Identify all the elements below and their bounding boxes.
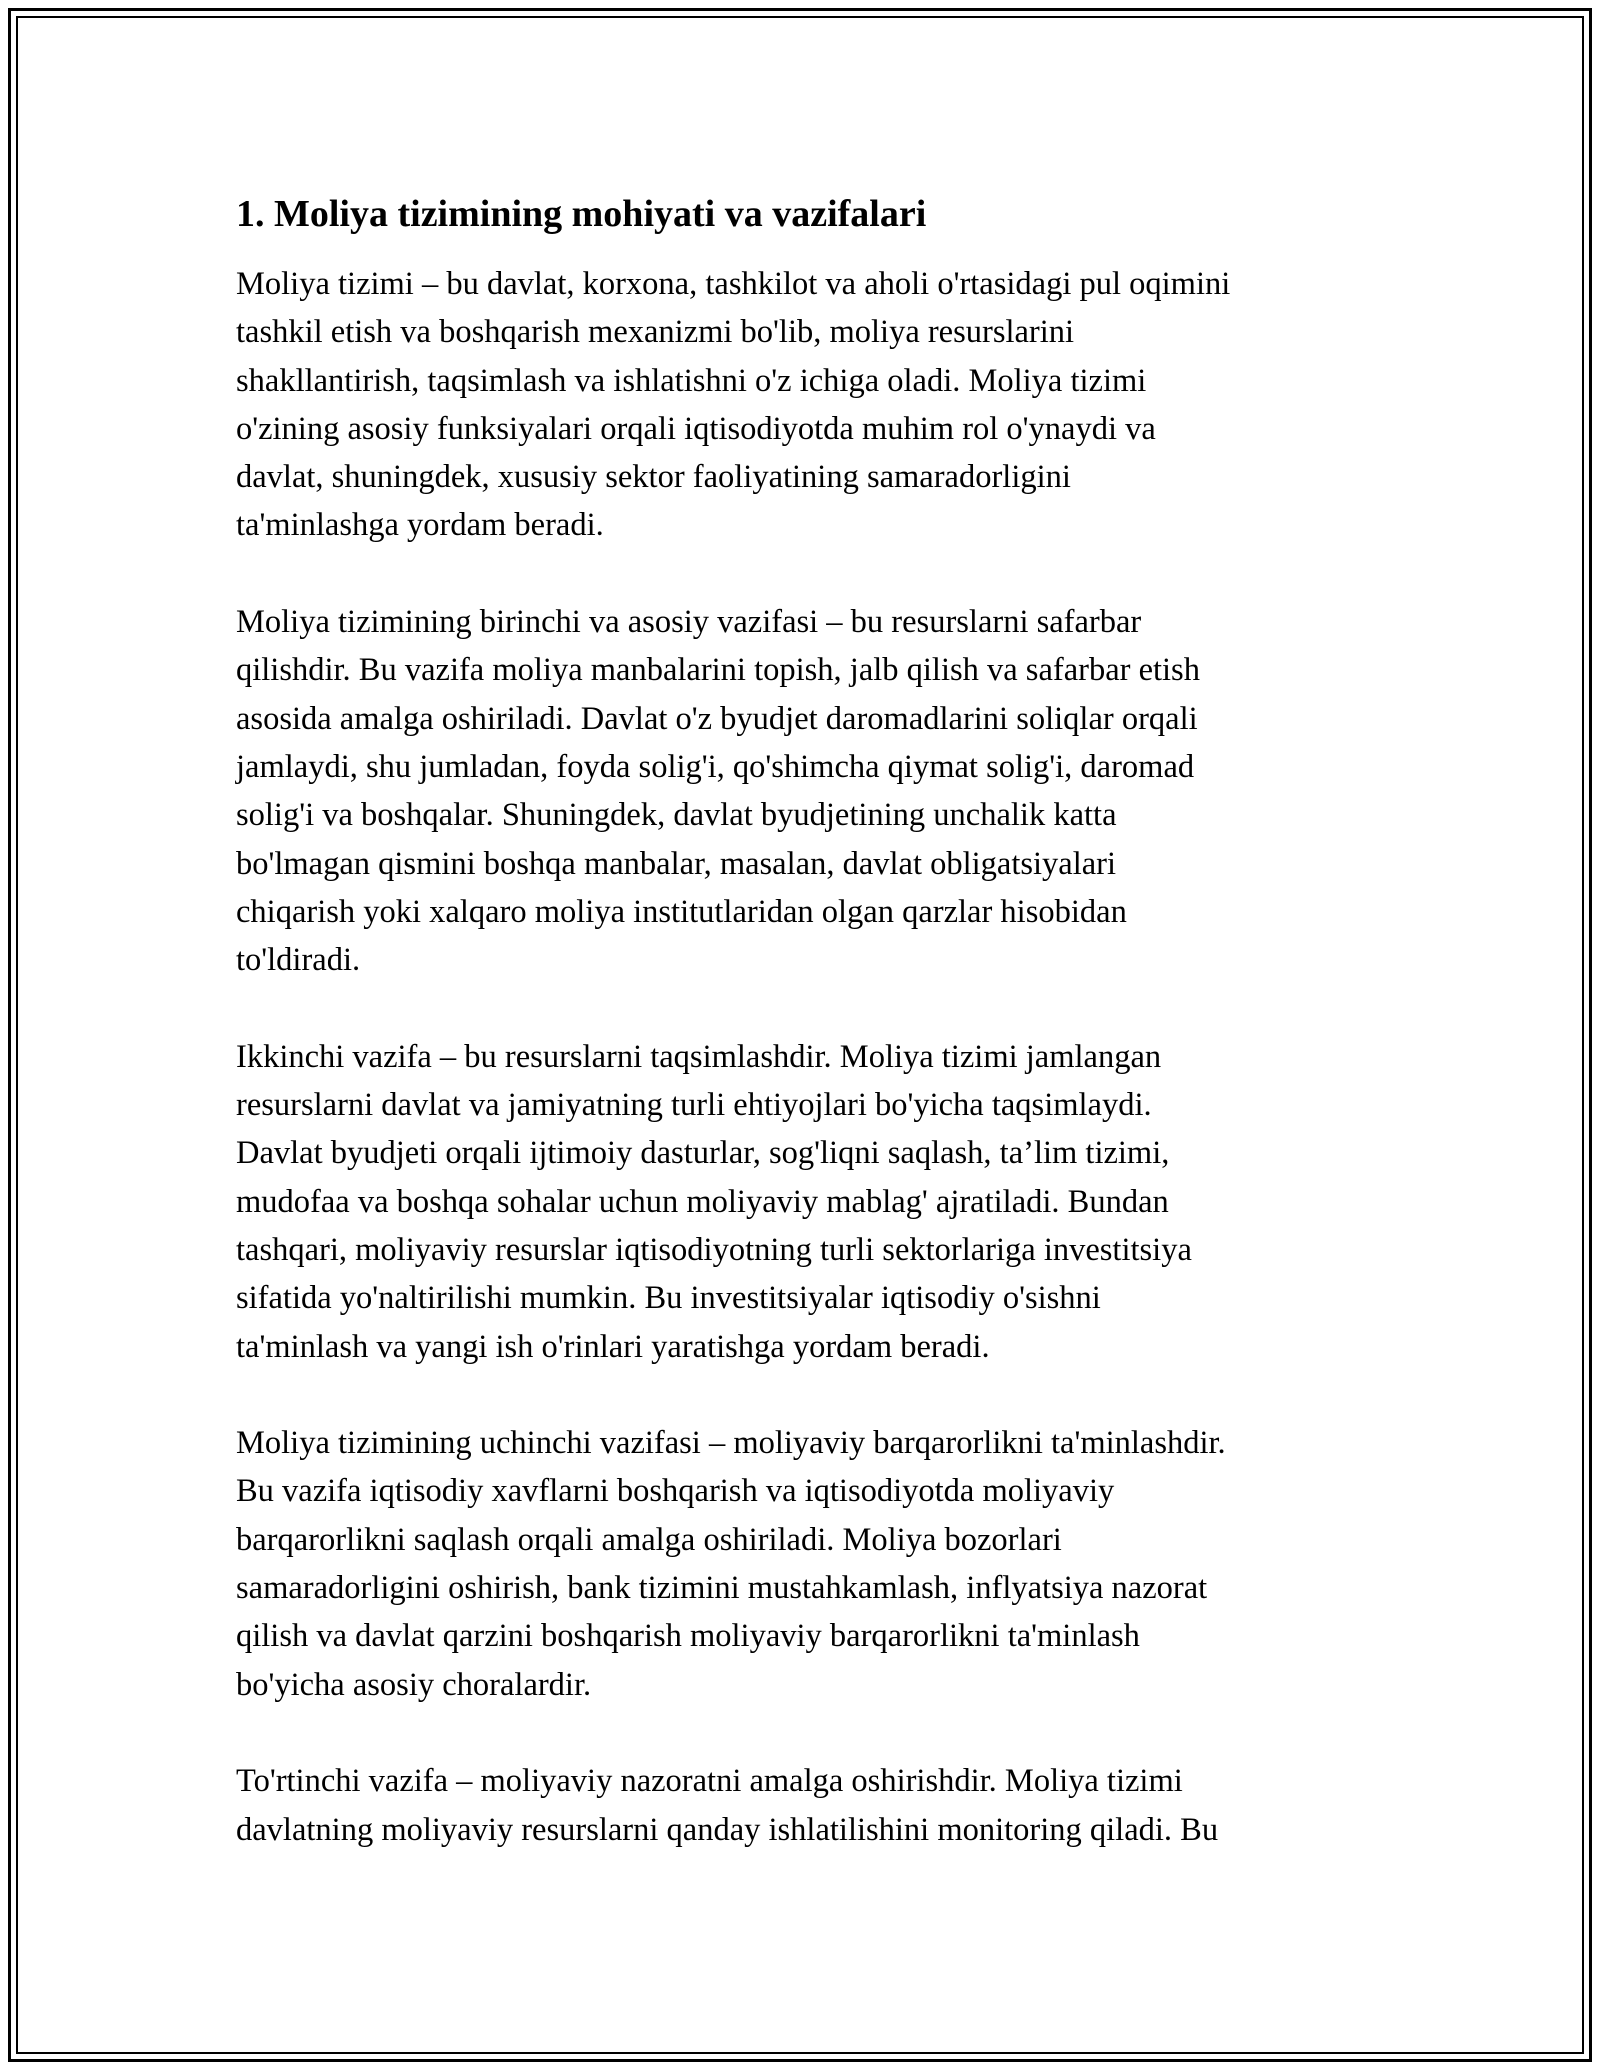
paragraph-line: resurslarni davlat va jamiyatning turli ehtiyojlari bo'yicha taqsimlaydi.: [236, 1087, 1152, 1124]
paragraph: [236, 260, 1366, 550]
paragraph-line: Davlat byudjeti orqali ijtimoiy dasturlar, sog'liqni saqlash, ta’lim tizimi,: [236, 1135, 1170, 1172]
paragraph-line: bo'lmagan qismini boshqa manbalar, masalan, davlat obligatsiyalari: [236, 845, 1117, 882]
paragraph-line: To'rtinchi vazifa – moliyaviy nazoratni amalga oshirishdir. Moliya tizimi: [236, 1763, 1183, 1800]
paragraph-line: Ikkinchi vazifa – bu resurslarni taqsimlashdir. Moliya tizimi jamlangan: [236, 1038, 1162, 1075]
paragraph: [236, 1033, 1366, 1371]
paragraph-line: qilish va davlat qarzini boshqarish moliyaviy barqarorlikni ta'minlash: [236, 1618, 1140, 1655]
paragraph-line: barqarorlikni saqlash orqali amalga oshiriladi. Moliya bozorlari: [236, 1521, 1062, 1558]
paragraph: [236, 598, 1366, 984]
paragraph-line: chiqarish yoki xalqaro moliya institutlaridan olgan qarzlar hisobidan: [236, 893, 1127, 930]
paragraph-line: qilishdir. Bu vazifa moliya manbalarini topish, jalb qilish va safarbar etish: [236, 652, 1200, 689]
paragraph-line: tashkil etish va boshqarish mexanizmi bo'lib, moliya resurslarini: [236, 314, 1075, 351]
document-body: [236, 186, 1366, 1854]
paragraph-line: o'zining asosiy funksiyalari orqali iqtisodiyotda muhim rol o'ynaydi va: [236, 410, 1156, 447]
paragraph-line: asosida amalga oshiriladi. Davlat o'z byudjet daromadlarini soliqlar orqali: [236, 700, 1198, 737]
paragraph-line: mudofaa va boshqa sohalar uchun moliyaviy mablag' ajratiladi. Bundan: [236, 1183, 1169, 1220]
paragraph-line: solig'i va boshqalar. Shuningdek, davlat byudjetining unchalik katta: [236, 797, 1117, 834]
paragraph-line: shakllantirish, taqsimlash va ishlatishni o'z ichiga oladi. Moliya tizimi: [236, 362, 1147, 399]
paragraph-line: to'ldiradi.: [236, 942, 361, 979]
paragraph-line: Moliya tizimining birinchi va asosiy vazifasi – bu resurslarni safarbar: [236, 604, 1142, 641]
paragraph: [236, 1419, 1366, 1709]
paragraph-line: davlatning moliyaviy resurslarni qanday ishlatilishini monitoring qiladi. Bu: [236, 1811, 1219, 1848]
paragraph-list: [236, 260, 1366, 1854]
paragraph-line: bo'yicha asosiy choralardir.: [236, 1666, 592, 1703]
paragraph-line: ta'minlashga yordam beradi.: [236, 507, 604, 544]
paragraph-line: Moliya tizimining uchinchi vazifasi – moliyaviy barqarorlikni ta'minlashdir.: [236, 1425, 1226, 1462]
paragraph-line: samaradorligini oshirish, bank tizimini mustahkamlash, inflyatsiya nazorat: [236, 1570, 1208, 1607]
paragraph: [236, 1757, 1366, 1854]
paragraph-line: jamlaydi, shu jumladan, foyda solig'i, qo'shimcha qiymat solig'i, daromad: [236, 748, 1195, 785]
paragraph-line: Moliya tizimi – bu davlat, korxona, tashkilot va aholi o'rtasidagi pul oqimini: [236, 266, 1231, 302]
paragraph-line: tashqari, moliyaviy resurslar iqtisodiyotning turli sektorlariga investitsiya: [236, 1231, 1192, 1268]
paragraph-line: davlat, shuningdek, xususiy sektor faoliyatining samaradorligini: [236, 459, 1071, 496]
paragraph-line: Bu vazifa iqtisodiy xavflarni boshqarish va iqtisodiyotda moliyaviy: [236, 1473, 1115, 1510]
section-heading: 1. Moliya tizimining mohiyati va vazifalari: [236, 193, 927, 235]
paragraph-line: sifatida yo'naltirilishi mumkin. Bu investitsiyalar iqtisodiy o'sishni: [236, 1280, 1101, 1317]
paragraph-line: ta'minlash va yangi ish o'rinlari yaratishga yordam beradi.: [236, 1328, 990, 1365]
